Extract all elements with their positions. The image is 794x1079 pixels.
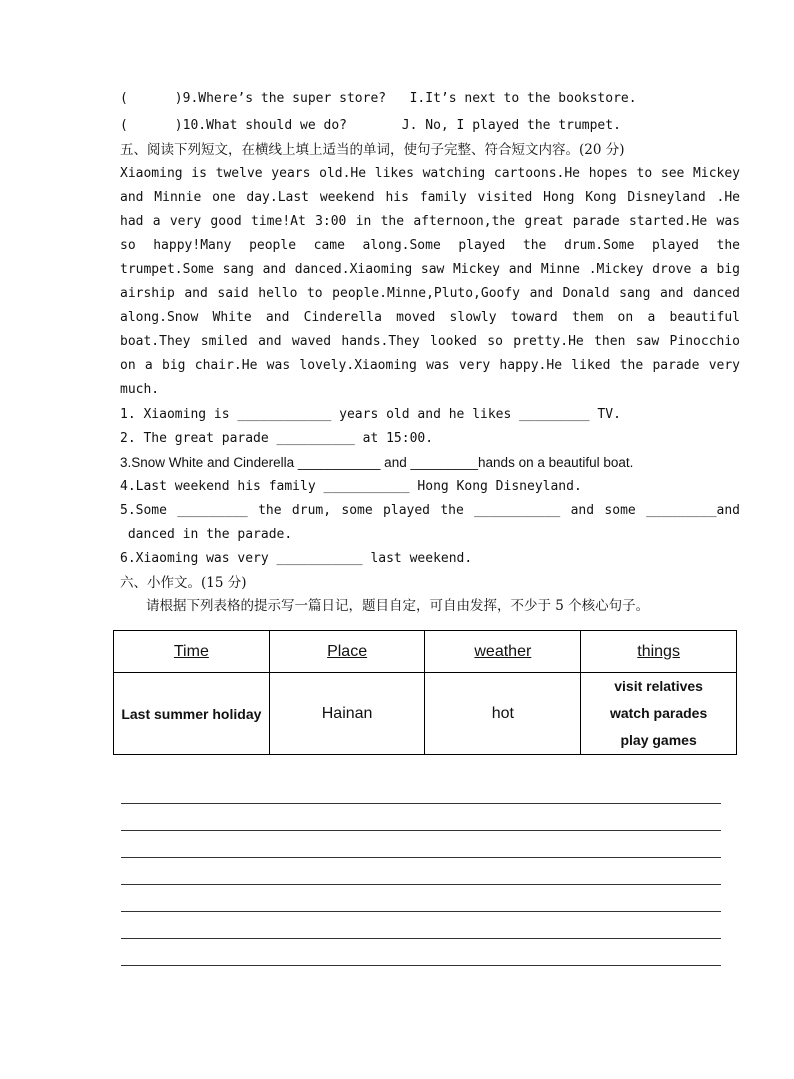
item-3: 3.Snow White and Cinderella ___________ and _________hands on a beautiful boat. [120,455,634,470]
writing-line [121,857,721,858]
table-row [114,673,737,755]
writing-line [121,938,721,939]
item-5-continued: danced in the parade. [120,527,293,542]
passage-line: and Minnie one day.Last weekend his family visited Hong Kong Disneyland .He [120,190,740,205]
thing-item: watch parades [609,705,708,721]
item-1: 1. Xiaoming is ____________ years old and he likes _________ TV. [120,407,621,422]
header-time: Time [114,631,270,673]
cell-weather: hot [425,673,581,755]
passage-line: along.Snow White and Cinderella moved slowly toward them on a beautiful [120,310,740,325]
question-10: ( )10.What should we do? J. No, I played the trumpet. [120,118,621,133]
section6-instruction: 请根据下列表格的提示写一篇日记，题目自定，可自由发挥，不少于 5 个核心句子。 [146,598,650,614]
item-5: 5.Some _________ the drum, some played the ___________ and some _________and [120,503,740,518]
passage-line: Xiaoming is twelve years old.He likes watching cartoons.He hopes to see Mickey [120,166,740,181]
item-4: 4.Last weekend his family ___________ Hong Kong Disneyland. [120,479,582,494]
prompt-table [113,630,737,755]
passage-line: much. [120,382,160,397]
section6-heading: 六、小作文。(15 分) [120,575,247,591]
passage-line: on a big chair.He was lovely.Xiaoming was very happy.He liked the parade very [120,358,740,373]
writing-line [121,803,721,804]
passage-line: so happy!Many people came along.Some played the drum.Some played the [120,238,740,253]
cell-things [581,673,737,755]
writing-line [121,884,721,885]
cell-place: Hainan [269,673,425,755]
writing-line [121,965,721,966]
passage-line: had a very good time!At 3:00 in the afternoon,the great parade started.He was [120,214,740,229]
passage-line: boat.They smiled and waved hands.They looked so pretty.He then saw Pinocchio [120,334,740,349]
question-9: ( )9.Where’s the super store? I.It’s next to the bookstore. [120,91,637,106]
header-place: Place [269,631,425,673]
cell-time: Last summer holiday [114,673,270,755]
header-weather: weather [425,631,581,673]
writing-line [121,911,721,912]
passage-line: trumpet.Some sang and danced.Xiaoming saw Mickey and Minne .Mickey drove a big [120,262,740,277]
header-things: things [581,631,737,673]
writing-line [121,830,721,831]
table-header-row [114,631,737,673]
item-6: 6.Xiaoming was very ___________ last weekend. [120,551,473,566]
section5-heading: 五、阅读下列短文，在横线上填上适当的单词，使句子完整、符合短文内容。(20 分) [120,142,625,158]
thing-item: play games [620,732,697,748]
thing-item: visit relatives [614,678,703,694]
passage-line: airship and said hello to people.Minne,Pluto,Goofy and Donald sang and danced [120,286,740,301]
item-2: 2. The great parade __________ at 15:00. [120,431,434,446]
